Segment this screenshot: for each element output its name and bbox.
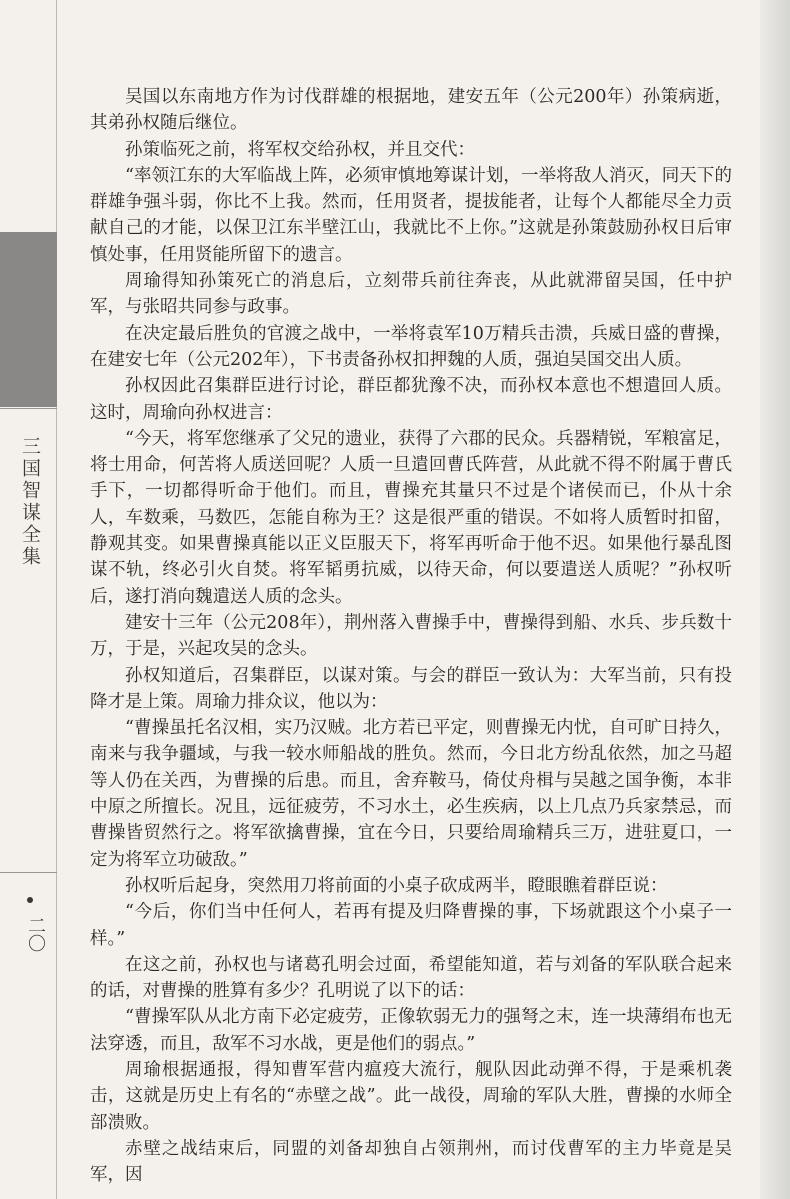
book-title: 三国智谋全集 — [19, 436, 41, 568]
side-rule-top — [0, 408, 57, 409]
paragraph: 孙权因此召集群臣进行讨论，群臣都犹豫不决，而孙权本意也不想遣回人质。这时，周瑜向孙权进言： — [90, 376, 732, 423]
side-tab-block — [0, 232, 57, 407]
paragraph: 建安十三年（公元208年），荆州落入曹操手中，曹操得到船、水兵、步兵数十万，于是，兴起攻吴的念头。 — [90, 612, 732, 660]
page-number-dot — [27, 897, 33, 903]
paragraph: 吴国以东南地方作为讨伐群雄的根据地，建安五年（公元200年）孙策病逝，其弟孙权随后继位。 — [90, 87, 732, 134]
adjacent-page-edge — [760, 0, 790, 1199]
paragraph: 在决定最后胜负的官渡之战中，一举将袁军10万精兵击溃，兵威日盛的曹操，在建安七年（公元202年），下书责备孙权扣押魏的人质，强迫吴国交出人质。 — [90, 323, 732, 370]
paragraph: 孙权知道后，召集群臣，以谋对策。与会的群臣一致认为：大军当前，只有投降才是上策。周瑜力排众议，他以为： — [90, 665, 732, 712]
paragraph: “率领江东的大军临战上阵，必须审慎地筹谋计划，一举将敌人消灭，同天下的群雄争强斗弱，你比不上我。然而，任用贤者，提拔能者，让每个人都能尽全力贡献自己的才能，以保卫江东半壁江山，我就比不上你。”这就是孙策鼓励孙权日后审慎处事，任用贤能所留下的遗言。 — [90, 165, 732, 265]
paragraph: 孙策临死之前，将军权交给孙权，并且交代： — [125, 139, 475, 160]
paragraph: “今后，你们当中任何人，若再有提及归降曹操的事，下场就跟这个小桌子一样。” — [90, 902, 732, 949]
paragraph: 在这之前，孙权也与诸葛孔明会过面，希望能知道，若与刘备的军队联合起来的话，对曹操的胜算有多少？孔明说了以下的话： — [90, 954, 732, 1002]
margin-line — [56, 0, 57, 1199]
paragraph: 周瑜得知孙策死亡的消息后，立刻带兵前往奔丧，从此就滞留吴国，任中护军，与张昭共同参与政事。 — [90, 271, 732, 318]
side-rule-bottom — [0, 872, 57, 873]
body-text — [90, 84, 732, 1188]
paragraph: 孙权听后起身，突然用刀将前面的小桌子砍成两半，瞪眼瞧着群臣说： — [125, 875, 668, 896]
paragraph: “今天，将军您继承了父兄的遗业，获得了六郡的民众。兵器精锐，军粮富足，将士用命，何苦将人质送回呢？人质一旦遣回曹氏阵营，从此就不得不附属于曹氏手下，一切都得听命于他们。而且，曹操充其量只不过是个诸侯而已，仆从十余人，车数乘，马数匹，怎能自称为王？这是很严重的错误。不如将人质暂时扣留，静观其变。如果曹操真能以正义臣服天下，将军再听命于他不迟。如果他行暴乱图谋不轨，终必引火自焚。将军韬勇抗威，以待天命，何以要遣送人质呢？”孙权听后，遂打消向魏遣送人质的念头。 — [90, 428, 732, 607]
paragraph: 赤壁之战结束后，同盟的刘备却独自占领荆州，而讨伐曹军的主力毕竟是吴军，因 — [90, 1138, 732, 1186]
page-number: 二〇 — [25, 916, 46, 952]
paragraph: “曹操虽托名汉相，实乃汉贼。北方若已平定，则曹操无内忧，自可旷日持久，南来与我争疆域，与我一较水师船战的胜负。然而，今日北方纷乱依然，加之马超等人仍在关西，为曹操的后患。而且，舍弃鞍马，倚仗舟楫与吴越之国争衡，本非中原之所擅长。况且，远征疲劳，不习水土，必生疾病，以上几点乃兵家禁忌，而曹操皆贸然行之。将军欲擒曹操，宜在今日，只要给周瑜精兵三万，进驻夏口，一定为将军立功破敌。” — [90, 718, 732, 870]
paragraph: “曹操军队从北方南下必定疲劳，正像软弱无力的强弩之末，连一块薄绢布也无法穿透，而且，敌军不习水战，更是他们的弱点。” — [90, 1007, 732, 1054]
paragraph: 周瑜根据通报，得知曹军营内瘟疫大流行，舰队因此动弹不得，于是乘机袭击，这就是历史上有名的“赤壁之战”。此一战役，周瑜的军队大胜，曹操的水师全部溃败。 — [90, 1059, 732, 1133]
